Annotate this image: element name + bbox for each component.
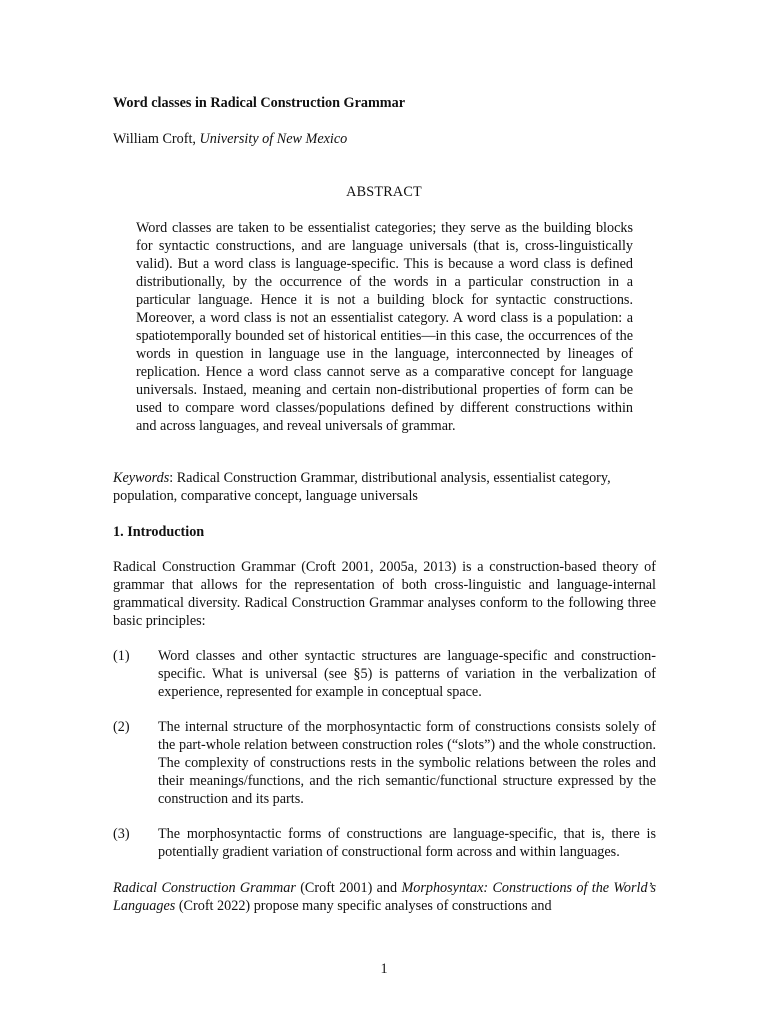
page-number: 1 [380, 961, 388, 977]
principle-number: (1) [113, 648, 130, 664]
citation-text: (Croft 2001) and [295, 880, 402, 896]
author-affiliation: University of New Mexico [199, 131, 348, 147]
author-name: William Croft, [113, 131, 200, 147]
principle-item [113, 718, 656, 808]
principle-number: (2) [113, 719, 130, 735]
citation-text: (Croft 2022) propose many specific analyses of constructions and [175, 898, 552, 914]
principle-item [113, 647, 656, 701]
abstract-text: Word classes are taken to be essentialist categories; they serve as the building blocks for syntactic constructions, and are language universals (that is, cross-linguistically valid). But a word class is language-specific. This is because a word class is defined distributionally, by the occurrence of the words in a particular construction in a particular language. Hence it is not a building block for syntactic constructions. Moreover, a word class is not an essentialist category. A word class is a population: a spatiotemporally bounded set of historical entities—in this case, the occurrences of the words in question in language use in the language, interconnected by lineages of replication. Hence a word class cannot serve as a comparative concept for language universals. Instaed, meaning and certain non-distributional properties of form can be used to compare word classes/populations defined by different constructions within and across languages, and reveal universals of grammar. [136, 220, 633, 434]
closing-paragraph [113, 879, 656, 915]
author-line [113, 130, 347, 148]
intro-paragraph: Radical Construction Grammar (Croft 2001, 2005a, 2013) is a construction-based theory of grammar that allows for the representation of both cross-linguistic and language-internal grammatical diversity. Radical Construction Grammar analyses conform to the following three basic principles: [113, 559, 656, 629]
principle-text: Word classes and other syntactic structures are language-specific and construction-specific. What is universal (see §5) is patterns of variation in the verbalization of experience, represented for example in conceptual space. [158, 648, 656, 700]
abstract-heading: ABSTRACT [346, 184, 422, 200]
principle-number: (3) [113, 826, 130, 842]
keywords-label: Keywords [113, 470, 170, 486]
paper-title: Word classes in Radical Construction Grammar [113, 95, 406, 111]
keywords-line [113, 469, 658, 505]
keywords-text: : Radical Construction Grammar, distributional analysis, essentialist category, population, comparative concept, language universals [113, 470, 611, 504]
section-heading-introduction: 1. Introduction [113, 524, 205, 540]
principle-item [113, 825, 656, 861]
principle-text: The morphosyntactic forms of constructions are language-specific, that is, there is potentially gradient variation of constructional form across and within languages. [158, 826, 656, 860]
book-title-citation: Radical Construction Grammar [113, 880, 296, 896]
principle-text: The internal structure of the morphosyntactic form of constructions consists solely of the part-whole relation between construction roles (“slots”) and the whole construction. The complexity of constructions rests in the symbolic relations between the roles and their meanings/functions, and the rich semantic/functional structure expressed by the construction and its parts. [158, 719, 656, 807]
book-title-citation: Morphosyntax: Constructions of the World’s Languages [113, 880, 656, 914]
